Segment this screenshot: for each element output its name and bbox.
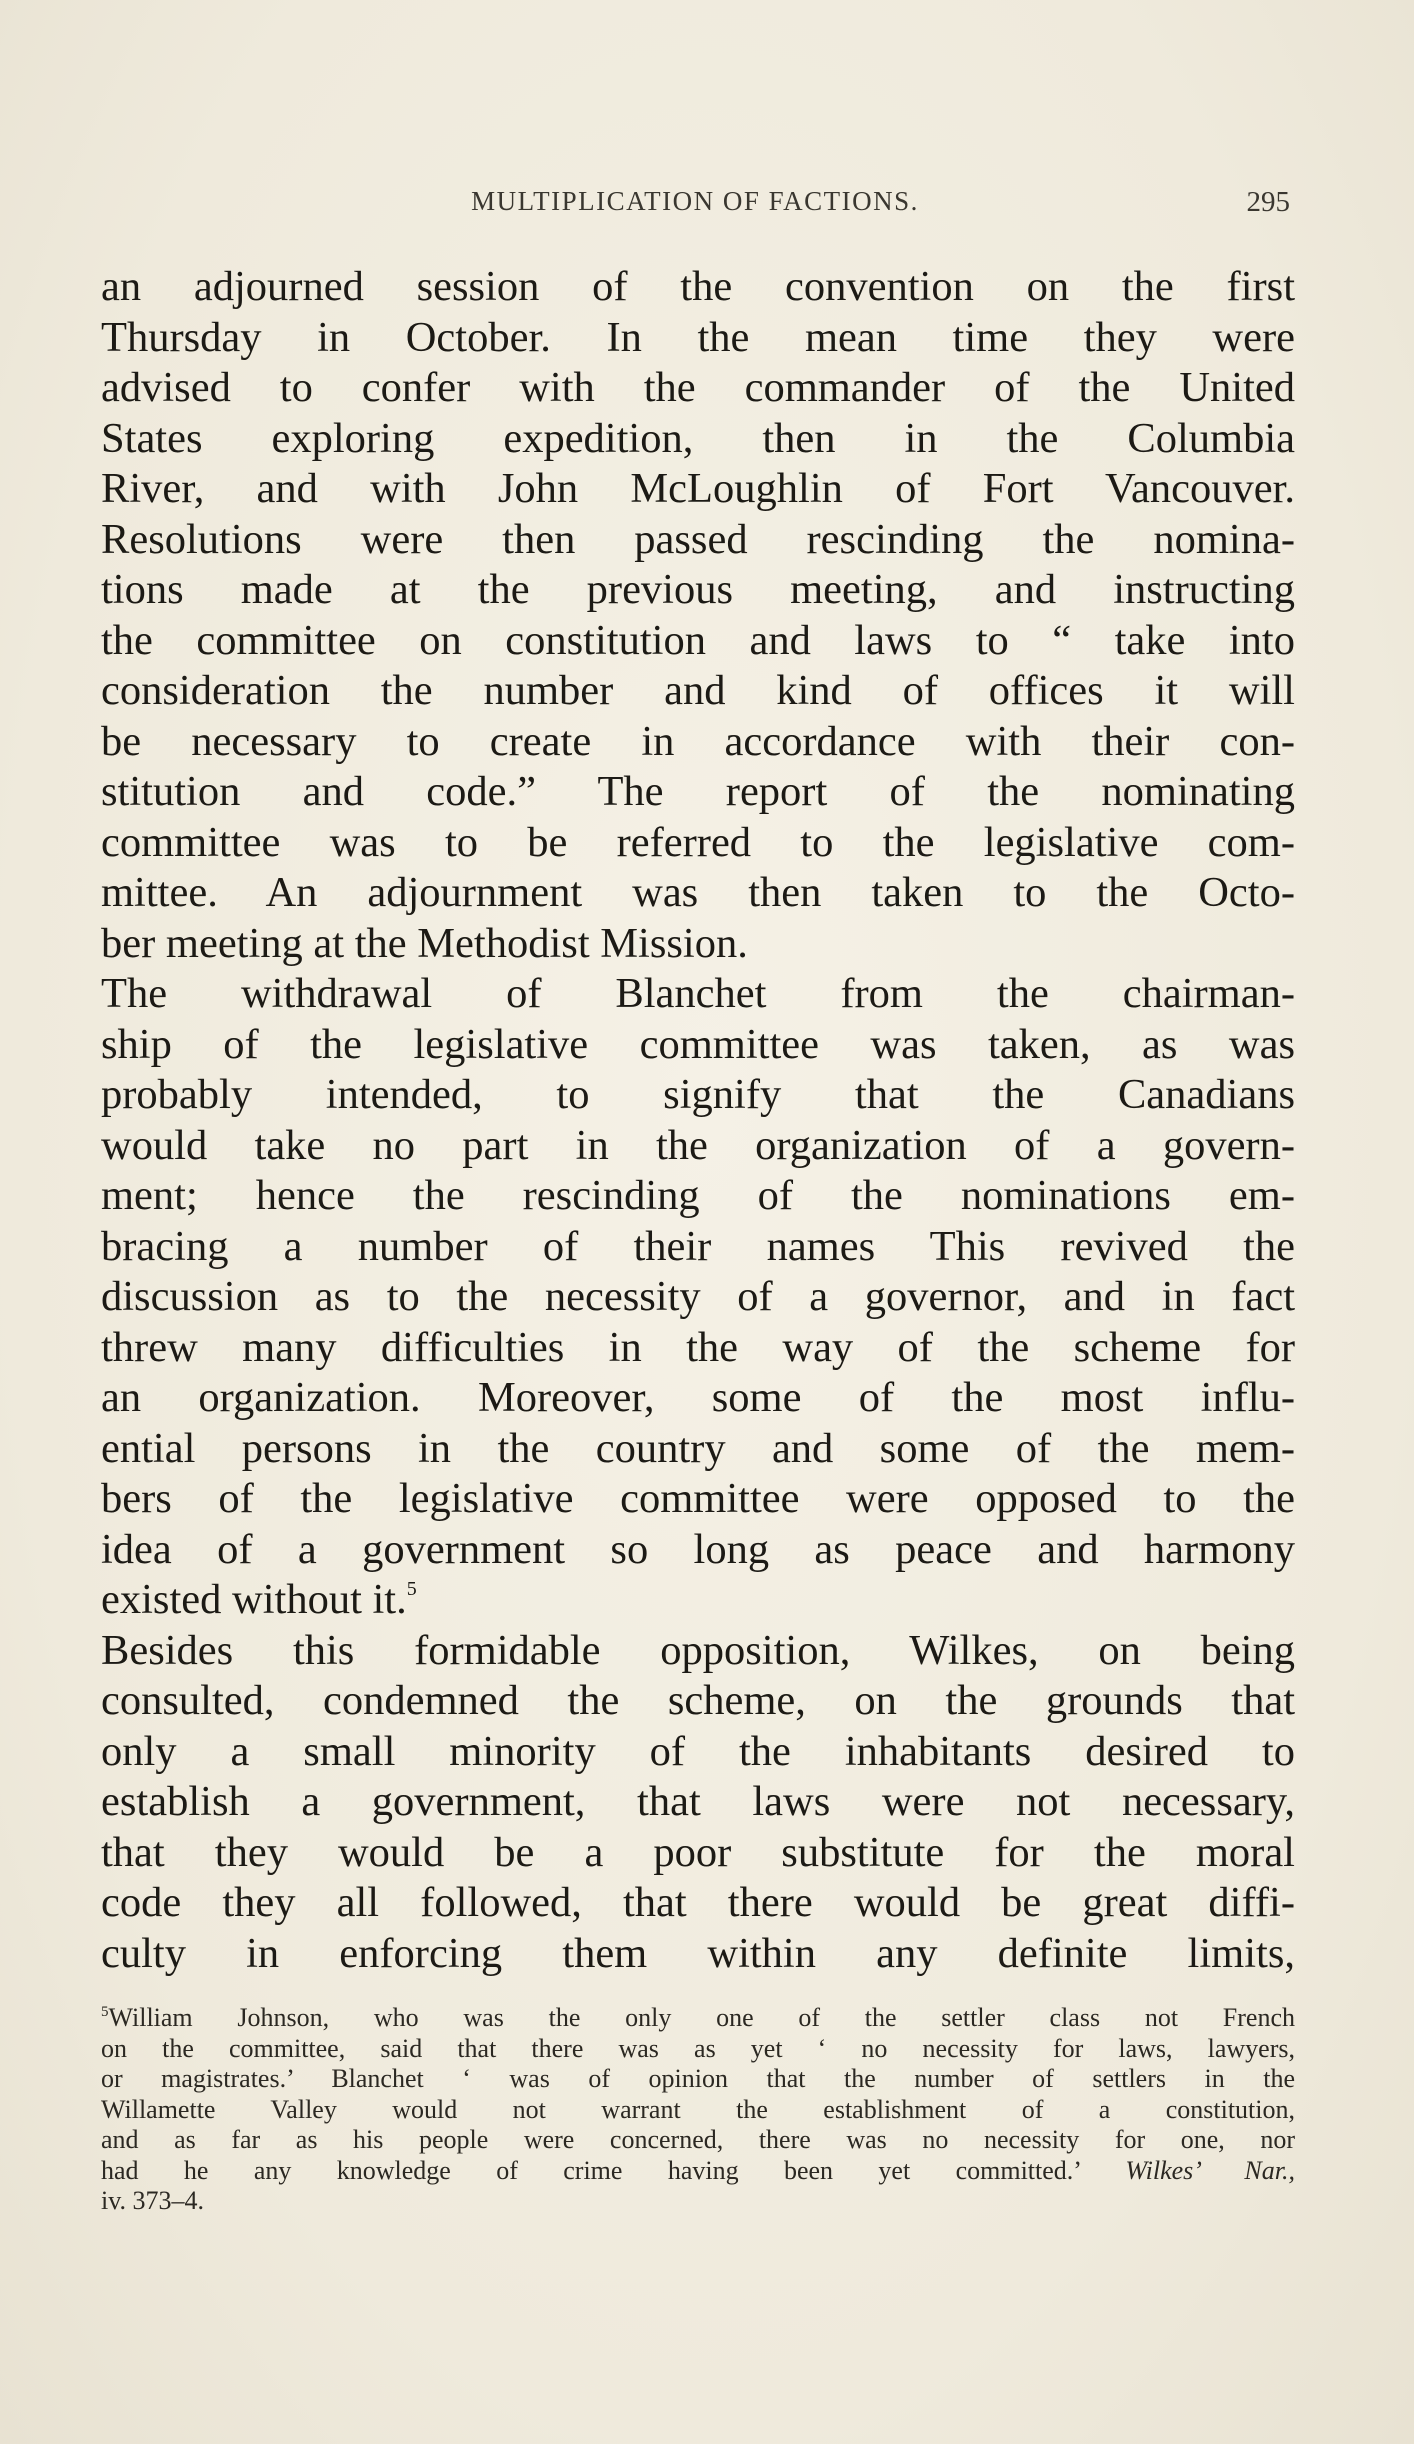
text-line-with-footnote-ref [101,1575,1295,1626]
footnote-reference[interactable]: 5 [406,1578,417,1600]
text-line: tions made at the previous meeting, and instructing [101,566,1295,613]
text-line-paragraph-start: The withdrawal of Blanchet from the chairman- [101,970,1295,1017]
text-line: mittee. An adjournment was then taken to the Octo- [101,869,1295,916]
text-line: an organization. Moreover, some of the most influ- [101,1374,1295,1421]
footnote-line [101,2003,1295,2034]
text-line: ment; hence the rescinding of the nominations em- [101,1172,1295,1219]
text-line: consideration the number and kind of offices it will [101,667,1295,714]
text-line: Thursday in October. In the mean time they were [101,313,1295,361]
text-line: culty in enforcing them within any definite limits, [101,1929,1295,1977]
text-line: code they all followed, that there would be great diffi- [101,1879,1295,1926]
text-line: advised to confer with the commander of the United [101,364,1295,411]
text-line: the committee on constitution and laws to “ take into [101,616,1295,664]
running-head [100,186,1290,226]
text-line: establish a government, that laws were not necessary, [101,1778,1295,1825]
text-line: only a small minority of the inhabitants desired to [101,1727,1295,1775]
running-title: MULTIPLICATION OF FACTIONS. [471,186,919,216]
footnote-line: on the committee, said that there was as yet ‘ no necessity for laws, lawyers, [101,2033,1295,2063]
footnote-marker: 5 [101,2004,109,2020]
text-line: consulted, condemned the scheme, on the grounds that [101,1677,1295,1724]
text-line: threw many difficulties in the way of the scheme for [101,1323,1295,1371]
footnote-line-content: had he any knowledge of crime having been yet committed.’ [101,2155,1081,2185]
body-text [101,262,1295,1979]
text-line: Resolutions were then passed rescinding the nomina- [101,515,1295,563]
text-line: ber meeting at the Methodist Mission. [101,919,748,967]
footnote-line: iv. 373–4. [101,2186,205,2215]
text-line-content: existed without it. [101,1576,407,1623]
footnote-citation: Wilkes’ Nar., [1125,2155,1296,2185]
text-line: probably intended, to signify that the Canadians [101,1071,1295,1118]
text-line: ential persons in the country and some of the mem- [101,1424,1295,1472]
footnote-line [101,2156,1295,2187]
page-number: 295 [1246,186,1290,218]
text-line: discussion as to the necessity of a governor, and in fact [101,1273,1295,1320]
footnote [101,2003,1295,2217]
text-line: idea of a government so long as peace and harmony [101,1525,1295,1573]
text-line: stitution and code.” The report of the nominating [101,768,1295,815]
text-line: States exploring expedition, then in the Columbia [101,414,1295,462]
text-line: River, and with John McLoughlin of Fort Vancouver. [101,465,1295,512]
text-line: committee was to be referred to the legislative com- [101,818,1295,866]
footnote-line: and as far as his people were concerned, there was no necessity for one, nor [101,2125,1295,2154]
text-line: an adjourned session of the convention on the first [101,263,1295,310]
text-line-paragraph-start: Besides this formidable opposition, Wilkes, on being [101,1626,1295,1674]
text-line: ship of the legislative committee was taken, as was [101,1020,1295,1068]
text-line: be necessary to create in accordance with their con- [101,717,1295,765]
text-line: that they would be a poor substitute for the moral [101,1828,1295,1876]
footnote-line: or magistrates.’ Blanchet ‘ was of opinion that the number of settlers in the [101,2064,1295,2093]
footnote-line-content: William Johnson, who was the only one of the settler class not French [108,2003,1295,2032]
text-line: bracing a number of their names This revived the [101,1222,1295,1270]
text-line: would take no part in the organization of a govern- [101,1121,1295,1169]
text-line: bers of the legislative committee were opposed to the [101,1475,1295,1522]
footnote-line: Willamette Valley would not warrant the establishment of a constitution, [101,2094,1295,2124]
